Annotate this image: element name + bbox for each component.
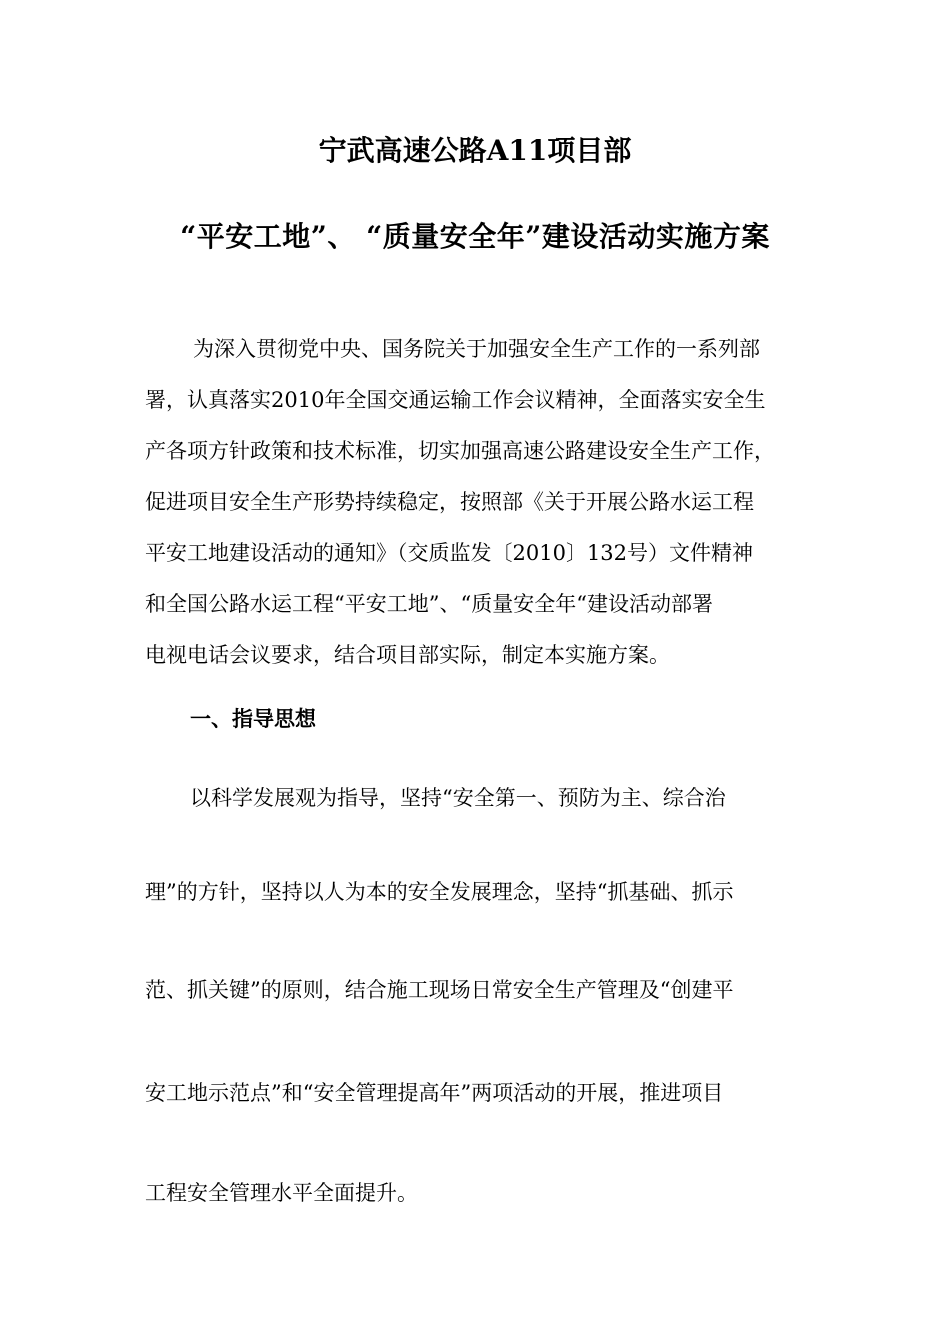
paragraph-line: 以科学发展观为指导，坚持“安全第一、预防为主、综合治 <box>190 786 726 810</box>
document-title-line-1: 宁武高速公路A11项目部 <box>318 134 632 167</box>
paragraph-line: 范、抓关键”的原则，结合施工现场日常安全生产管理及“创建平 <box>145 978 734 1002</box>
paragraph-line: 电视电话会议要求，结合项目部实际，制定本实施方案。 <box>145 643 670 667</box>
paragraph-line: 安工地示范点”和“安全管理提高年”两项活动的开展，推进项目 <box>145 1081 724 1105</box>
document-title-line-2: “平安工地”、 “质量安全年”建设活动实施方案 <box>180 220 770 253</box>
paragraph-line: 和全国公路水运工程“平安工地”、“质量安全年“建设活动部署 <box>145 592 713 616</box>
intro-paragraph <box>145 324 805 681</box>
paragraph-line: 为深入贯彻党中央、国务院关于加强安全生产工作的一系列部 <box>193 337 760 361</box>
paragraph-line: 产各项方针政策和技术标准，切实加强高速公路建设安全生产工作， <box>145 439 775 463</box>
paragraph-line: 促进项目安全生产形势持续稳定，按照部《关于开展公路水运工程 <box>145 490 754 514</box>
paragraph-line: 理”的方针，坚持以人为本的安全发展理念，坚持“抓基础、抓示 <box>145 880 734 904</box>
section-heading-guiding-ideology: 一、指导思想 <box>190 707 316 731</box>
paragraph-line: 平安工地建设活动的通知》（交质监发〔2010〕132号）文件精神 <box>145 541 754 565</box>
paragraph-line: 工程安全管理水平全面提升。 <box>145 1181 418 1205</box>
paragraph-line: 署，认真落实2010年全国交通运输工作会议精神，全面落实安全生 <box>145 388 766 412</box>
